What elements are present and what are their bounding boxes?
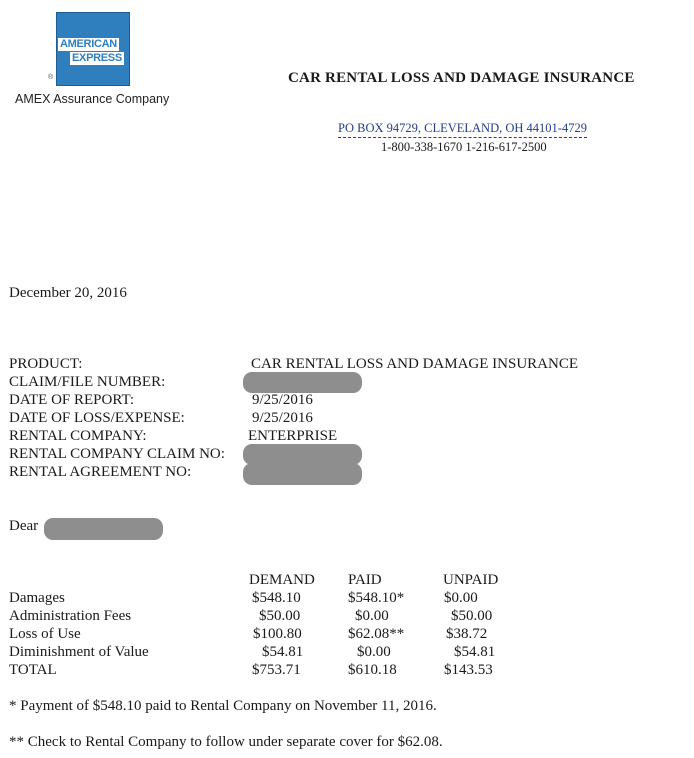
cell-loss-demand: $100.80: [253, 626, 302, 642]
column-header-paid: PAID: [348, 572, 382, 588]
salutation: Dear: [9, 518, 39, 534]
column-header-demand: DEMAND: [249, 572, 315, 588]
cell-damages-unpaid: $0.00: [444, 590, 478, 606]
mailing-address: PO BOX 94729, CLEVELAND, OH 44101-4729: [338, 121, 587, 138]
logo-line-american: AMERICAN: [60, 38, 117, 50]
phone-numbers: 1-800-338-1670 1-216-617-2500: [381, 140, 547, 154]
cell-loss-unpaid: $38.72: [446, 626, 488, 642]
column-header-unpaid: UNPAID: [443, 572, 499, 588]
cell-damages-paid: $548.10*: [348, 590, 405, 606]
cell-total-paid: $610.18: [348, 662, 397, 678]
cell-loss-paid: $62.08**: [348, 626, 405, 642]
logo-registered-mark: ®: [48, 74, 54, 81]
date-loss-value: 9/25/2016: [252, 410, 313, 426]
cell-total-unpaid: $143.53: [444, 662, 493, 678]
company-name: AMEX Assurance Company: [15, 92, 170, 106]
row-label-admin-fees: Administration Fees: [9, 608, 132, 624]
cell-diminish-unpaid: $54.81: [454, 644, 496, 660]
row-label-total: TOTAL: [9, 662, 57, 678]
cell-admin-demand: $50.00: [259, 608, 301, 624]
date-report-label: DATE OF REPORT:: [9, 392, 135, 408]
footnote-check: ** Check to Rental Company to follow under separate cover for $62.08.: [9, 734, 443, 750]
rental-company-value: ENTERPRISE: [248, 428, 338, 444]
redaction-rental-claim-number: [243, 444, 362, 465]
claim-number-label: CLAIM/FILE NUMBER:: [9, 374, 166, 390]
rental-claim-label: RENTAL COMPANY CLAIM NO:: [9, 446, 225, 462]
row-label-loss-of-use: Loss of Use: [9, 626, 81, 642]
footnote-payment: * Payment of $548.10 paid to Rental Company on November 11, 2016.: [9, 698, 437, 714]
redaction-recipient-name: [44, 518, 163, 540]
rental-company-label: RENTAL COMPANY:: [9, 428, 147, 444]
product-label: PRODUCT:: [9, 356, 83, 372]
product-value: CAR RENTAL LOSS AND DAMAGE INSURANCE: [251, 356, 579, 372]
logo-line-express: EXPRESS: [72, 52, 122, 64]
row-label-diminishment: Diminishment of Value: [9, 644, 149, 660]
date-loss-label: DATE OF LOSS/EXPENSE:: [9, 410, 185, 426]
date-report-value: 9/25/2016: [252, 392, 313, 408]
redaction-rental-agreement-number: [243, 463, 362, 485]
redaction-claim-number: [243, 372, 362, 393]
cell-admin-unpaid: $50.00: [451, 608, 493, 624]
cell-diminish-paid: $0.00: [357, 644, 391, 660]
rental-agreement-label: RENTAL AGREEMENT NO:: [9, 464, 192, 480]
cell-damages-demand: $548.10: [252, 590, 301, 606]
cell-diminish-demand: $54.81: [262, 644, 304, 660]
letter-date: December 20, 2016: [9, 285, 127, 301]
cell-admin-paid: $0.00: [355, 608, 389, 624]
cell-total-demand: $753.71: [252, 662, 301, 678]
row-label-damages: Damages: [9, 590, 65, 606]
document-title: CAR RENTAL LOSS AND DAMAGE INSURANCE: [288, 70, 635, 86]
amex-logo: [46, 8, 132, 86]
